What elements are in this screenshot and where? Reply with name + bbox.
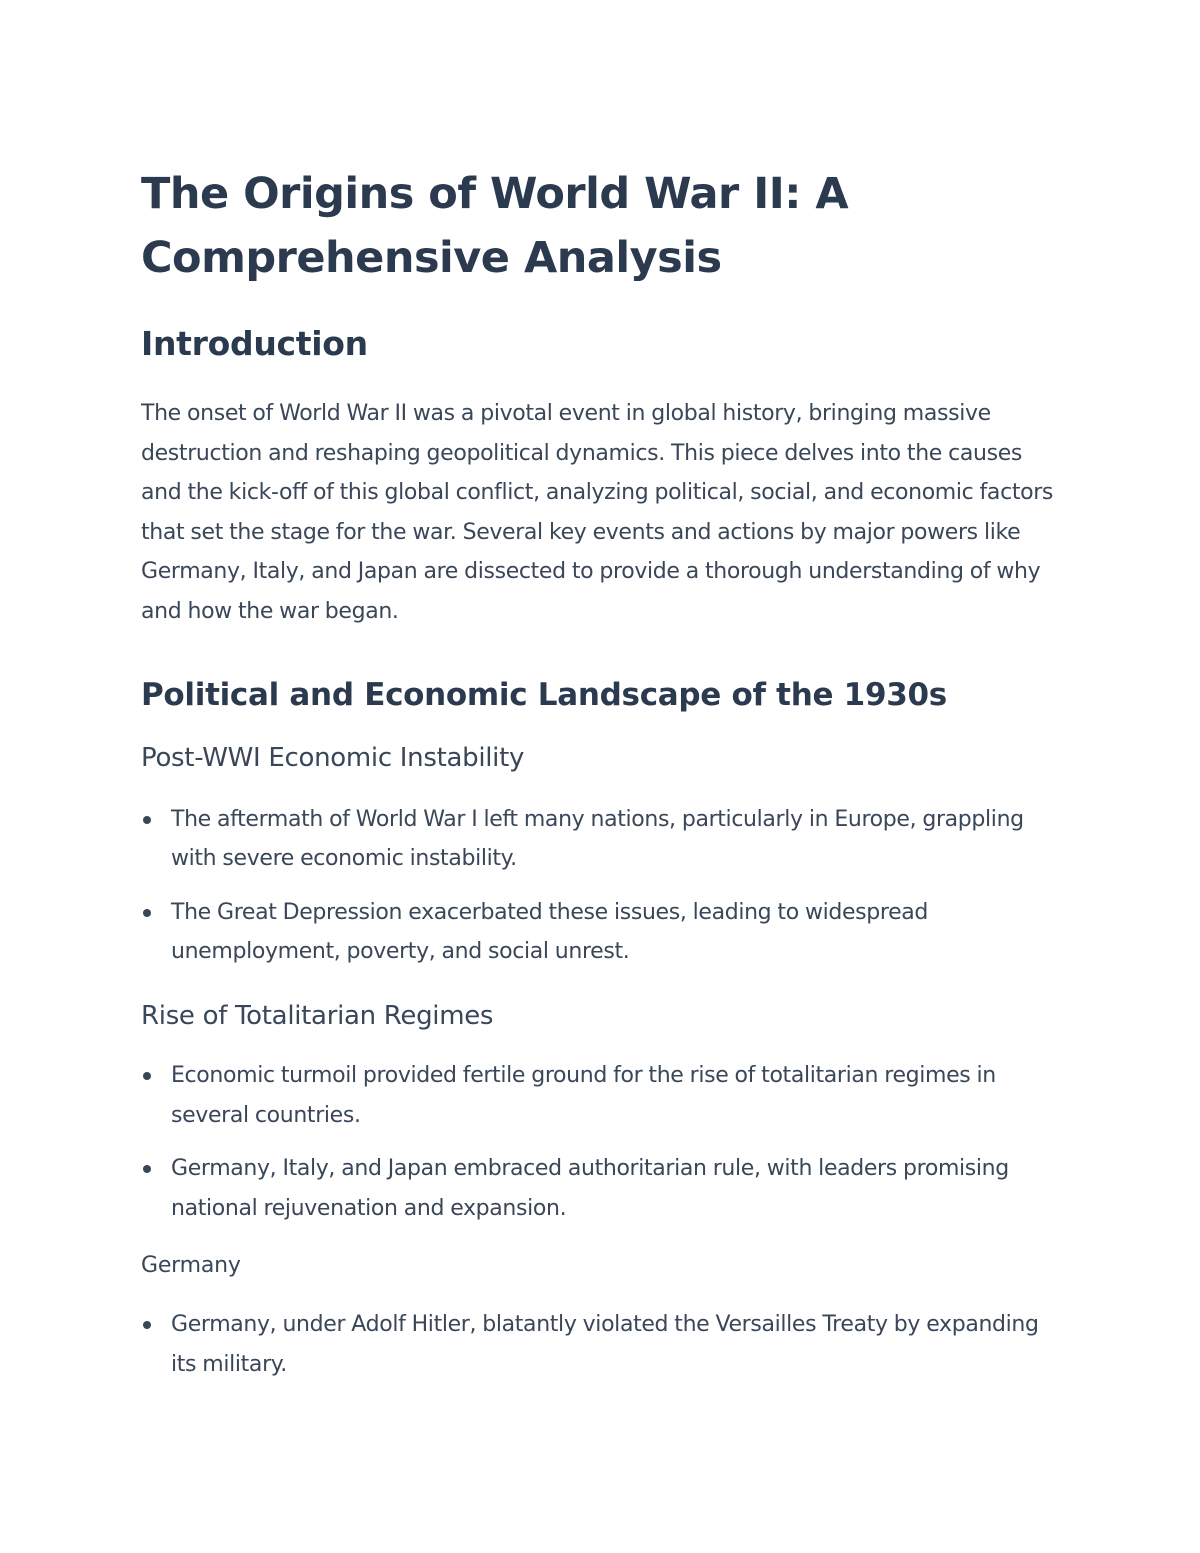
- bullet-icon: [143, 1072, 151, 1080]
- list-item-text: The aftermath of World War I left many nations, particularly in Europe, grappling with severe economic instability.: [171, 806, 1024, 872]
- list-item: [141, 1056, 1061, 1135]
- subsection-heading-economic-instability: Post-WWI Economic Instability: [141, 742, 525, 773]
- list-item: [141, 893, 1061, 972]
- document-content: [141, 162, 1061, 1385]
- introduction-heading: Introduction: [141, 324, 368, 363]
- subsubsection-heading-germany: Germany: [141, 1253, 241, 1279]
- bullet-icon: [143, 1321, 151, 1329]
- section-heading: Political and Economic Landscape of the 1930s: [141, 676, 947, 713]
- introduction-paragraph: The onset of World War II was a pivotal event in global history, bringing massive destruction and reshaping geopolitical dynamics. This piece delves into the causes and the kick-off of this global conflict, analyzing political, social, and economic factors that set the stage for the war. Several key events and actions by major powers like Germany, Italy, and Japan are dissected to provide a thorough understanding of why and how the war began.: [141, 401, 1054, 624]
- document-title: The Origins of World War II: A Comprehensive Analysis: [141, 169, 849, 283]
- bullet-list-germany: [141, 1305, 1061, 1384]
- list-item-text: Economic turmoil provided fertile ground for the rise of totalitarian regimes in several countries.: [171, 1062, 996, 1128]
- bullet-list-economic-instability: [141, 800, 1061, 972]
- list-item-text: Germany, under Adolf Hitler, blatantly violated the Versailles Treaty by expanding its military.: [171, 1312, 1039, 1377]
- list-item: [141, 1149, 1061, 1228]
- list-item: [141, 1305, 1061, 1384]
- list-item-text: The Great Depression exacerbated these issues, leading to widespread unemployment, poverty, and social unrest.: [171, 899, 929, 965]
- bullet-icon: [143, 816, 151, 824]
- bullet-icon: [143, 909, 151, 917]
- list-item: [141, 800, 1061, 879]
- bullet-icon: [143, 1165, 151, 1173]
- subsection-heading-totalitarian-regimes: Rise of Totalitarian Regimes: [141, 1000, 494, 1031]
- bullet-list-totalitarian-regimes: [141, 1056, 1061, 1228]
- list-item-text: Germany, Italy, and Japan embraced authoritarian rule, with leaders promising national rejuvenation and expansion.: [171, 1156, 1009, 1221]
